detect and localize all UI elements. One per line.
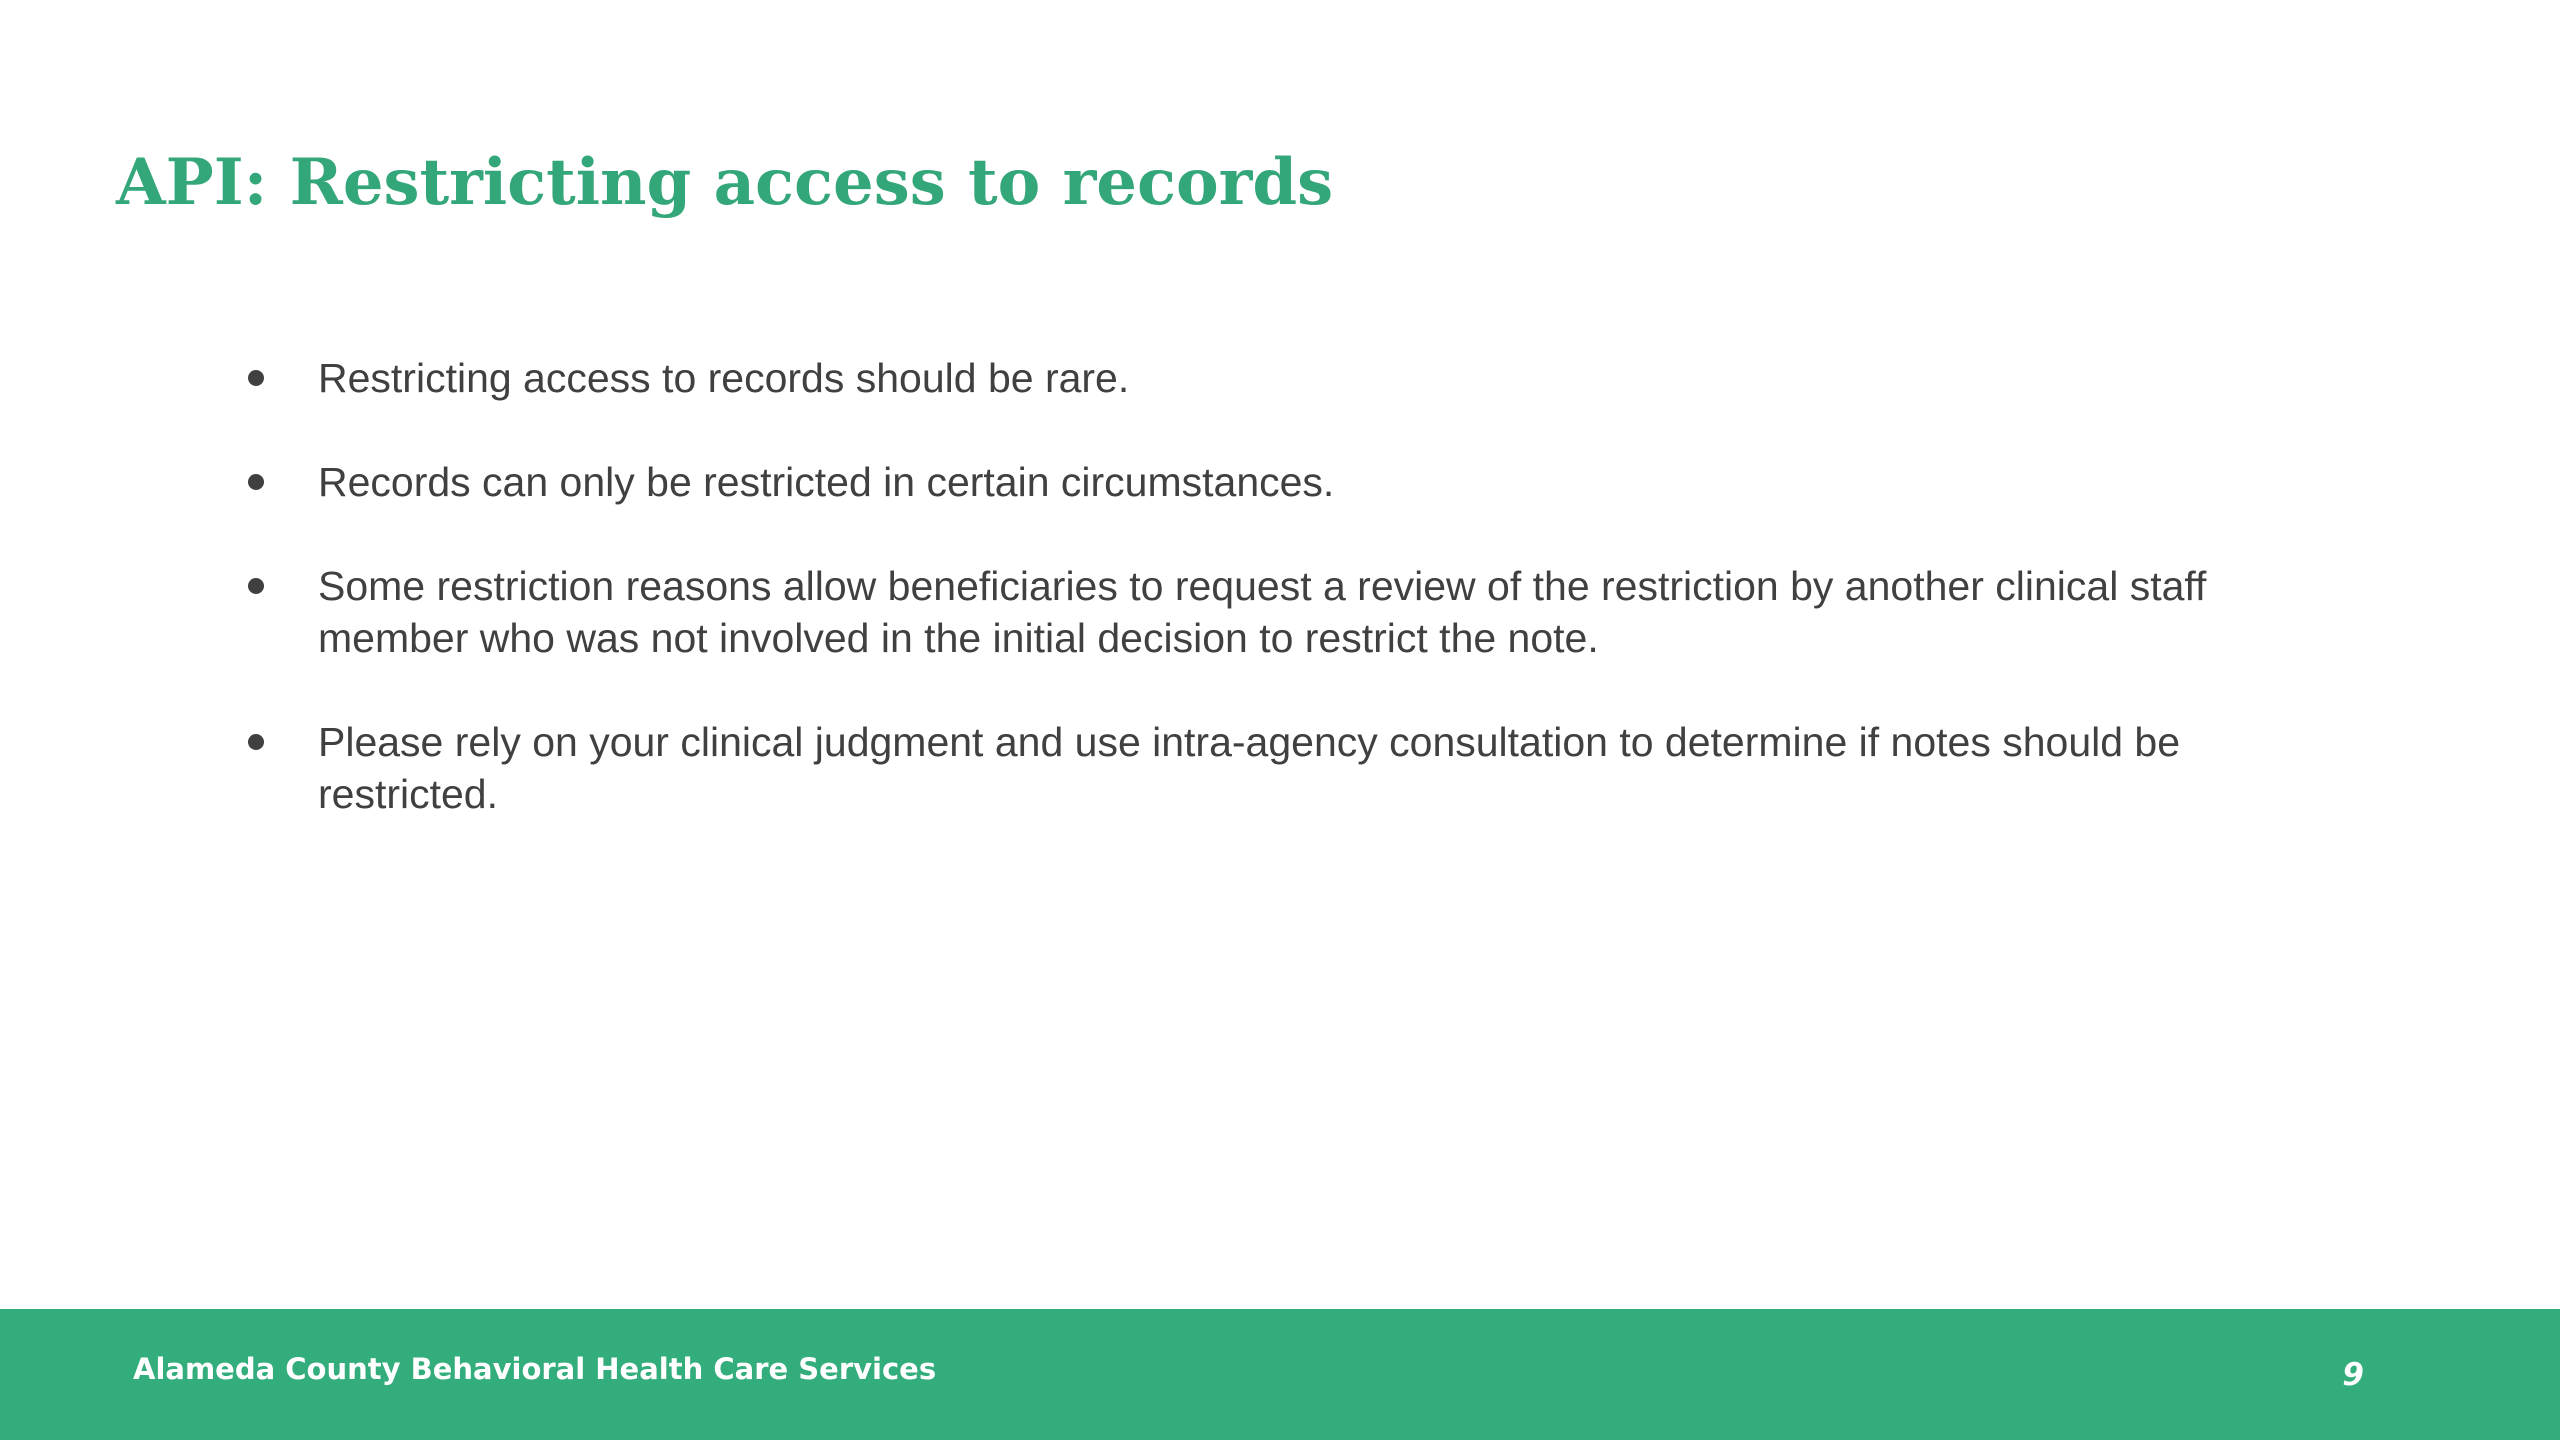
- bullet-item: [0, 716, 2278, 820]
- bullet-dot-icon: [248, 370, 264, 386]
- bullet-text: Some restriction reasons allow beneficiaries to request a review of the restriction by another clinical staff member who was not involved in the initial decision to restrict the note.: [318, 563, 2207, 661]
- bullet-list: [0, 352, 2560, 872]
- bullet-text: Please rely on your clinical judgment and use intra-agency consultation to determine if notes should be restricted.: [318, 719, 2181, 817]
- bullet-dot-icon: [248, 578, 264, 594]
- footer-bar: [0, 1309, 2560, 1440]
- bullet-item: [0, 560, 2278, 664]
- bullet-text: Records can only be restricted in certain circumstances.: [318, 459, 1335, 505]
- slide-title: API: Restricting access to records: [116, 145, 1334, 220]
- footer-organization: Alameda County Behavioral Health Care Services: [133, 1352, 937, 1386]
- bullet-dot-icon: [248, 734, 264, 750]
- bullet-dot-icon: [248, 474, 264, 490]
- bullet-item: [0, 456, 2278, 508]
- bullet-item: [0, 352, 2278, 404]
- bullet-text: Restricting access to records should be rare.: [318, 355, 1130, 401]
- page-number: 9: [2342, 1357, 2364, 1393]
